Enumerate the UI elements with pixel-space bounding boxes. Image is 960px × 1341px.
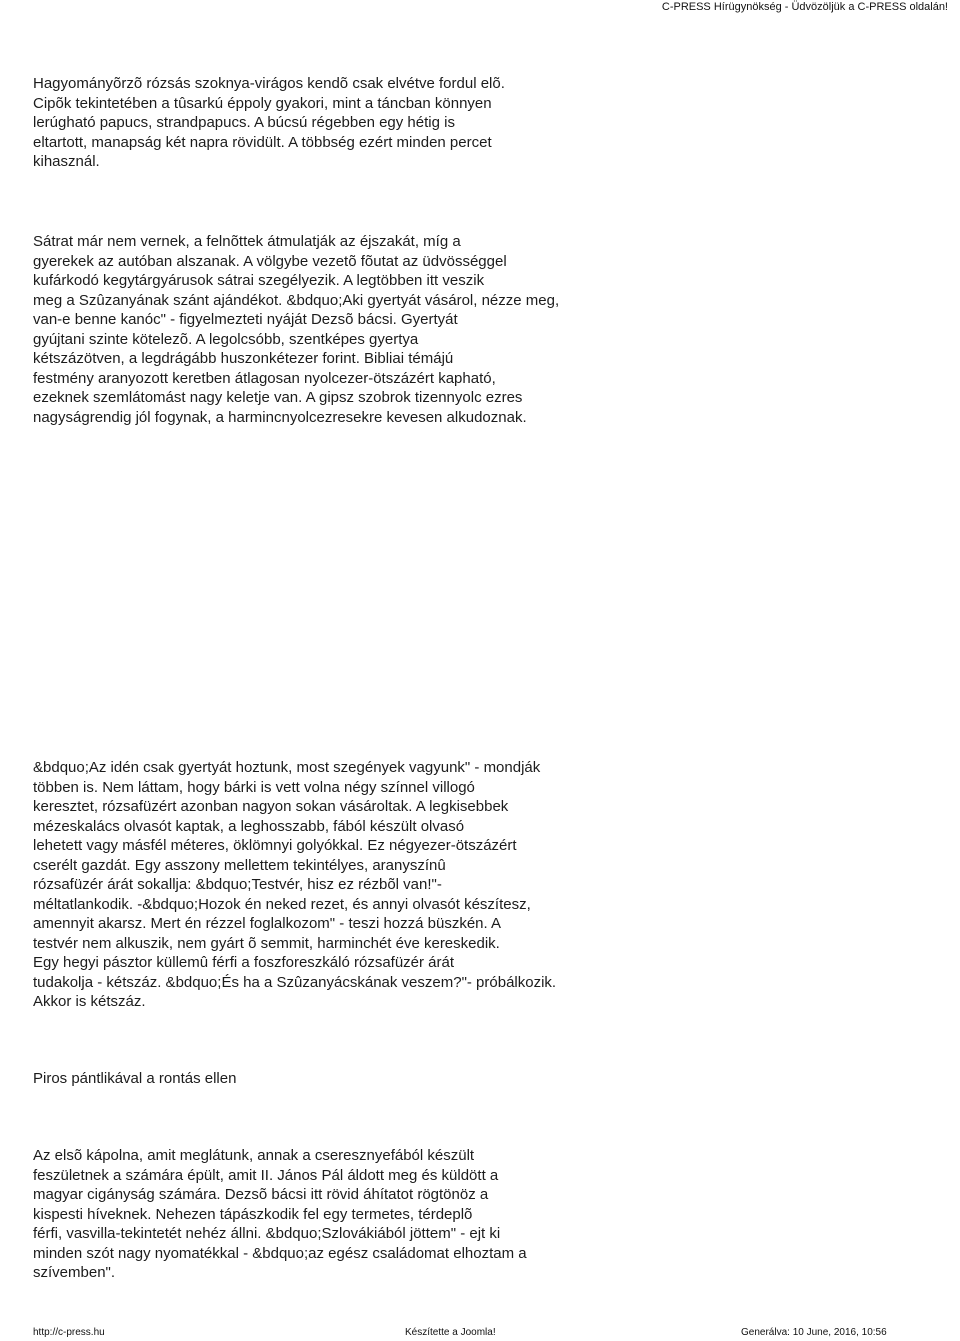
paragraph-line: mézeskalács olvasót kaptak, a leghosszabb, fából készült olvasó (33, 817, 465, 835)
paragraph-line: van-e benne kanóc" - figyelmezteti nyáját Dezsõ bácsi. Gyertyát (33, 311, 458, 328)
paragraph-line: férfi, vasvilla-tekintetét nehéz állni. &bdquo;Szlovákiából jöttem" - ejt ki (33, 1225, 501, 1242)
paragraph-line: gyújtani szinte kötelezõ. A legolcsóbb, szentképes gyertya (33, 330, 419, 348)
footer-made-with: Készítette a Joomla! (405, 1327, 496, 1338)
paragraph-line: &bdquo;Az idén csak gyertyát hoztunk, most szegények vagyunk" - mondják (33, 759, 541, 776)
paragraph-line: minden szót nagy nyomatékkal - &bdquo;az egész családomat elhoztam a (33, 1244, 527, 1262)
paragraph-line: keresztet, rózsafüzért azonban nagyon sokan vásároltak. A legkisebbek (33, 798, 509, 815)
paragraph-line: nagyságrendig jól fogynak, a harmincnyolcezresekre kevesen alkudoznak. (33, 408, 527, 426)
paragraph-line: Sátrat már nem vernek, a felnõttek átmulatják az éjszakát, míg a (33, 233, 461, 250)
paragraph-line: Az elsõ kápolna, amit meglátunk, annak a cseresznyefából készült (33, 1147, 475, 1164)
paragraph-line: rózsafüzér árát sokallja: &bdquo;Testvér, hisz ez rézbõl van!"- (33, 876, 442, 893)
paragraph-line: lerúgható papucs, strandpapucs. A búcsú régebben egy hétig is (33, 114, 455, 131)
article-paragraph (33, 74, 505, 172)
page-header-title: C-PRESS Hírügynökség - Üdvözöljük a C-PRESS oldalán! (661, 1, 948, 13)
paragraph-line: cserélt gazdát. Egy asszony mellettem tekintélyes, aranyszínû (33, 856, 446, 874)
section-subheading: Piros pántlikával a rontás ellen (33, 1070, 237, 1087)
paragraph-line: festmény aranyozott keretben átlagosan nyolcezer-ötszázért kapható, (33, 369, 496, 387)
paragraph-line: kihasznál. (33, 153, 100, 170)
paragraph-line: szívemben". (33, 1264, 116, 1281)
paragraph-line: eltartott, manapság két napra rövidült. A többség ezért minden percet (33, 133, 492, 151)
article-paragraph (33, 1146, 527, 1283)
paragraph-line: gyerekek az autóban alszanak. A völgybe vezetõ fõutat az üdvösséggel (33, 252, 507, 270)
paragraph-line: kispesti híveknek. Nehezen tápászkodik fel egy termetes, térdeplõ (33, 1205, 473, 1223)
article-paragraph (33, 758, 556, 1012)
footer-url: http://c-press.hu (33, 1327, 105, 1338)
paragraph-line: kétszázötven, a legdrágább huszonkétezer forint. Bibliai témájú (33, 350, 454, 367)
page-footer (0, 1327, 960, 1341)
paragraph-line: meg a Szûzanyának szánt ajándékot. &bdquo;Aki gyertyát vásárol, nézze meg, (33, 291, 560, 309)
paragraph-line: feszületnek a számára épült, amit II. János Pál áldott meg és küldött a (33, 1166, 499, 1184)
paragraph-line: többen is. Nem láttam, hogy bárki is vett volna négy színnel villogó (33, 778, 475, 796)
paragraph-line: lehetett vagy másfél méteres, öklömnyi golyókkal. Ez négyezer-ötszázért (33, 837, 517, 854)
paragraph-line: ezeknek szemlátomást nagy keletje van. A gipsz szobrok tizennyolc ezres (33, 389, 523, 406)
paragraph-line: méltatlankodik. -&bdquo;Hozok én neked rezet, és annyi olvasót készítesz, (33, 895, 531, 913)
paragraph-line: magyar cigányság számára. Dezsõ bácsi itt rövid áhítatot rögtönöz a (33, 1186, 489, 1203)
paragraph-line: Cipõk tekintetében a tûsarkú éppoly gyakori, mint a táncban könnyen (33, 94, 492, 112)
paragraph-line: Hagyományõrzõ rózsás szoknya-virágos kendõ csak elvétve fordul elõ. (33, 75, 505, 92)
paragraph-line: Akkor is kétszáz. (33, 993, 146, 1010)
paragraph-line: Egy hegyi pásztor küllemû férfi a foszforeszkáló rózsafüzér árát (33, 954, 455, 971)
paragraph-line: testvér nem alkuszik, nem gyárt õ semmit, harminchét éve kereskedik. (33, 934, 500, 952)
footer-generated-date: Generálva: 10 June, 2016, 10:56 (741, 1327, 887, 1338)
paragraph-line: amennyit akarsz. Mert én rézzel foglalkozom" - teszi hozzá büszkén. A (33, 915, 502, 932)
paragraph-line: kufárkodó kegytárgyárusok sátrai szegélyezik. A legtöbben itt veszik (33, 272, 485, 289)
paragraph-line: tudakolja - kétszáz. &bdquo;És ha a Szûzanyácskának veszem?"- próbálkozik. (33, 973, 557, 991)
article-paragraph (33, 232, 559, 427)
